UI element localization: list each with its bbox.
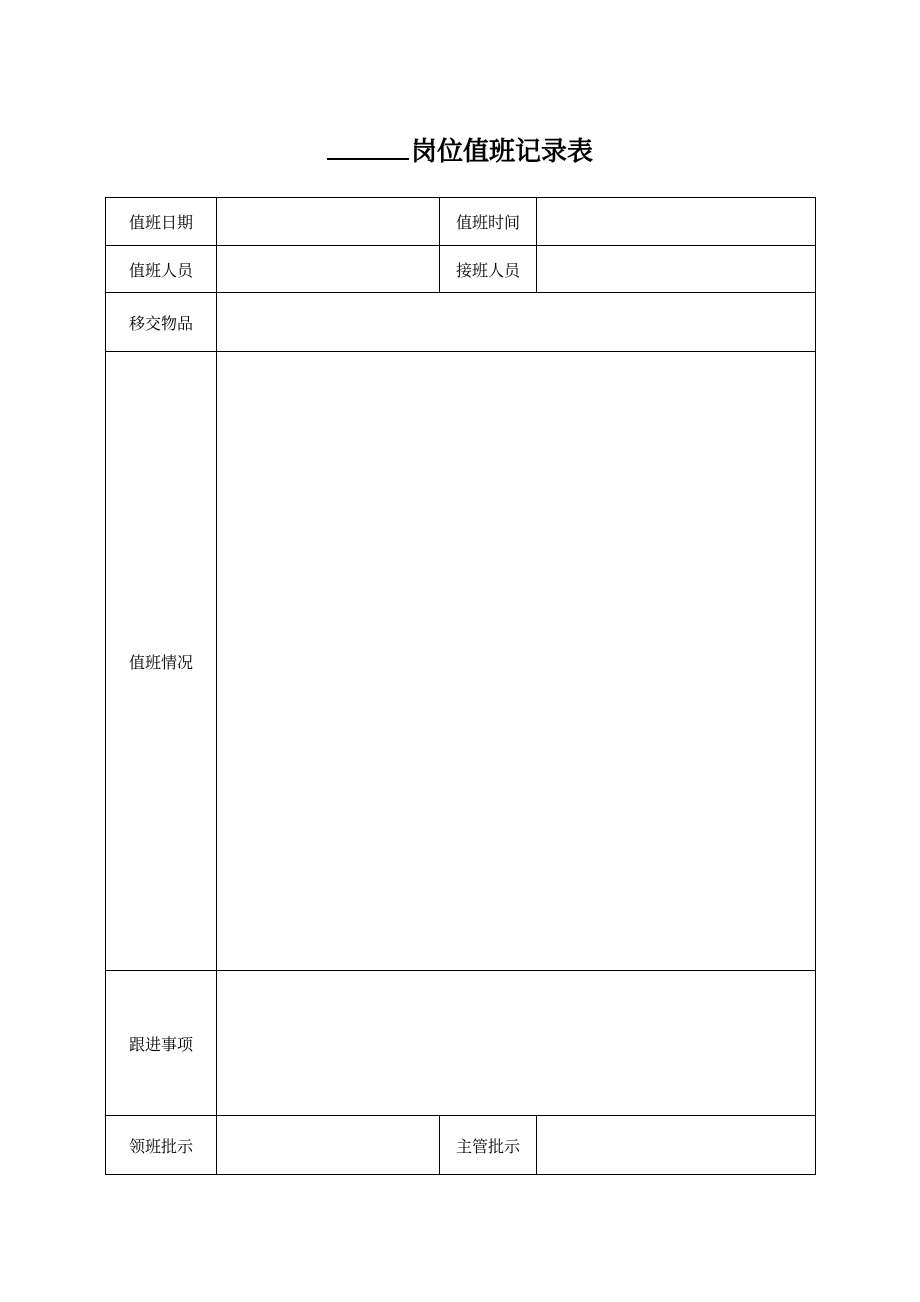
duty-record-table — [105, 197, 816, 1175]
field-handover-items[interactable] — [217, 293, 816, 352]
page-title — [0, 132, 920, 172]
row-duty-situation — [106, 352, 816, 971]
label-duty-person: 值班人员 — [106, 246, 217, 293]
row-date-time — [106, 198, 816, 246]
row-handover-items — [106, 293, 816, 352]
post-name-blank[interactable] — [327, 132, 409, 160]
label-handover-person: 接班人员 — [440, 246, 537, 293]
field-handover-person[interactable] — [537, 246, 816, 293]
field-follow-up[interactable] — [217, 971, 816, 1116]
label-handover-items: 移交物品 — [106, 293, 217, 352]
field-duty-time[interactable] — [537, 198, 816, 246]
title-text: 岗位值班记录表 — [410, 137, 593, 167]
label-duty-date: 值班日期 — [106, 198, 217, 246]
row-follow-up — [106, 971, 816, 1116]
field-duty-situation[interactable] — [217, 352, 816, 971]
field-duty-date[interactable] — [217, 198, 440, 246]
field-leader-comment[interactable] — [217, 1116, 440, 1175]
label-supervisor-comment: 主管批示 — [440, 1116, 537, 1175]
field-supervisor-comment[interactable] — [537, 1116, 816, 1175]
label-follow-up: 跟进事项 — [106, 971, 217, 1116]
label-duty-time: 值班时间 — [440, 198, 537, 246]
row-comments — [106, 1116, 816, 1175]
label-leader-comment: 领班批示 — [106, 1116, 217, 1175]
label-duty-situation: 值班情况 — [106, 352, 217, 971]
field-duty-person[interactable] — [217, 246, 440, 293]
row-persons — [106, 246, 816, 293]
